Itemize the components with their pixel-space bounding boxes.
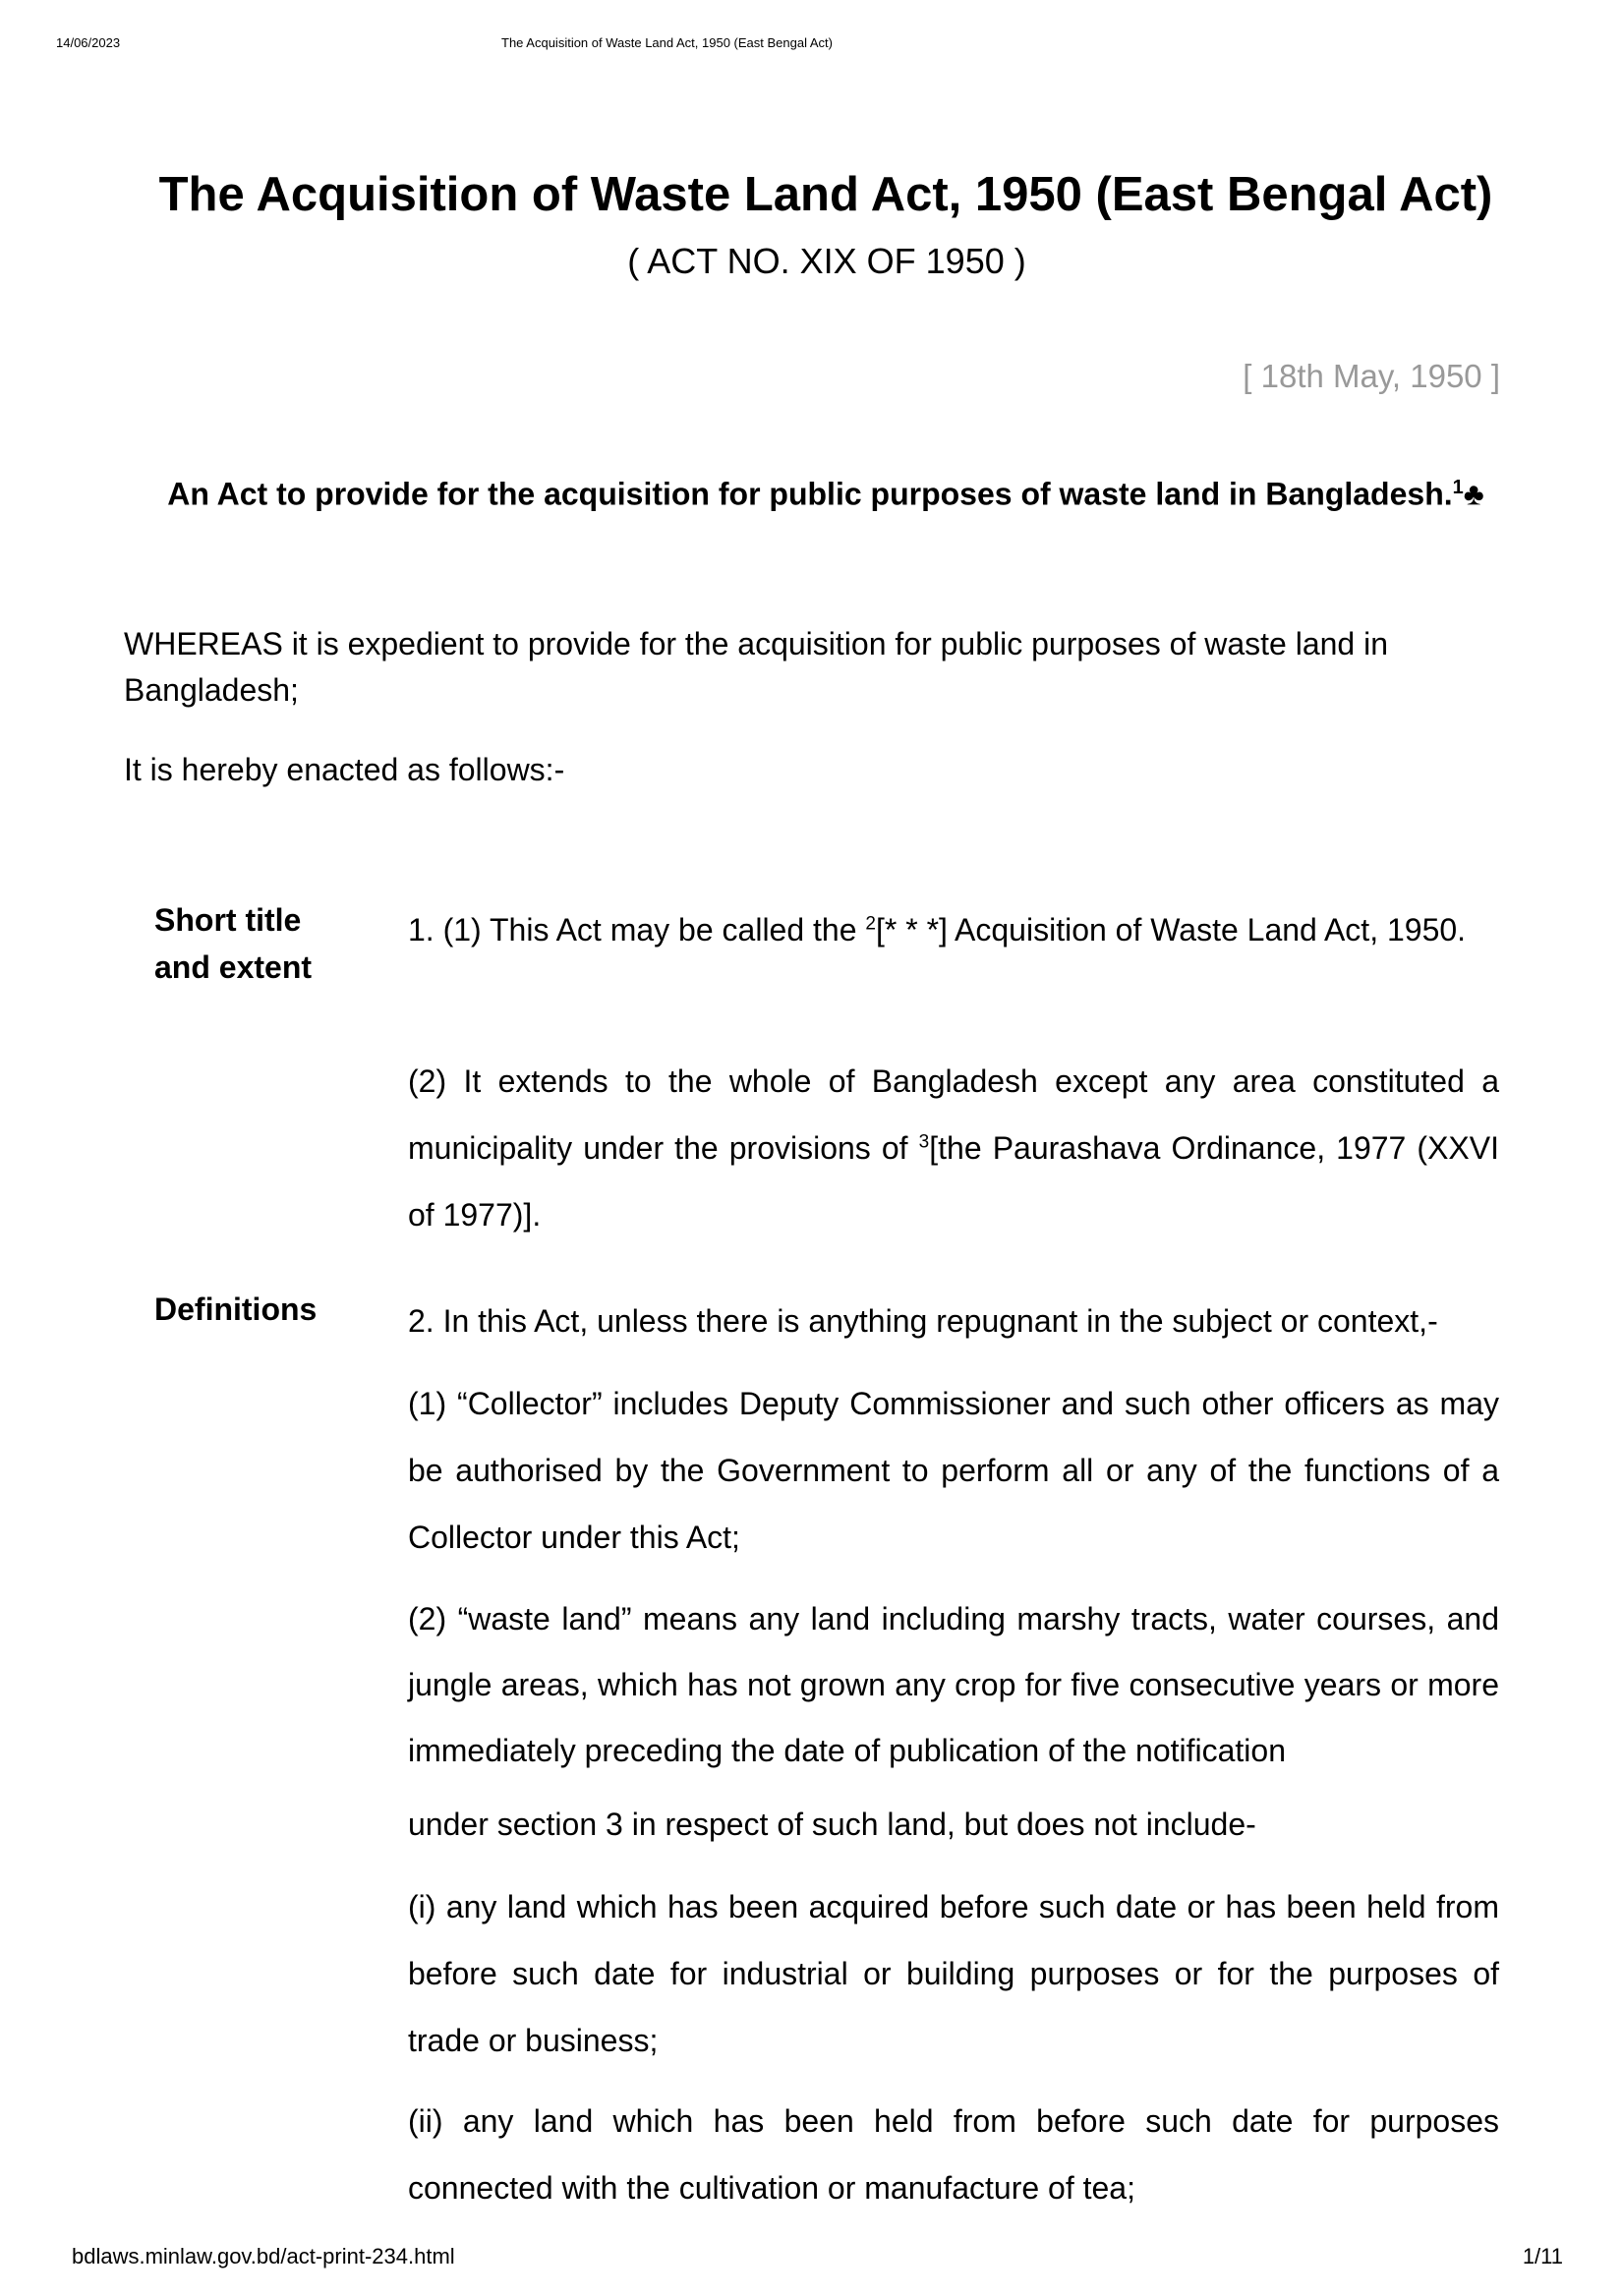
- enacting-clause: It is hereby enacted as follows:-: [124, 752, 565, 787]
- long-title-text: An Act to provide for the acquisition for public purposes of waste land in Bangladesh.: [167, 476, 1453, 512]
- definition-waste-land: (2) “waste land” means any land including marshy tracts, water courses, and jungle areas, which has not grown any crop for five consecutive years or more immediately preceding the date of publication of the notification: [408, 1601, 1499, 1768]
- clause-text: [* * *] Acquisition of Waste Land Act, 1950.: [875, 912, 1467, 947]
- exclusion-i: (i) any land which has been acquired before such date or has been held from before such date for industrial or building purposes or for the purposes of trade or business;: [408, 1889, 1499, 2058]
- long-title: [59, 466, 1593, 516]
- act-number: ( ACT NO. XIX OF 1950 ): [627, 241, 1026, 281]
- definition-collector: (1) “Collector” includes Deputy Commissioner and such other officers as may be authorised by the Government to perform all or any of the functions of a Collector under this Act;: [408, 1386, 1499, 1555]
- club-symbol: ♣: [1463, 476, 1484, 512]
- clause-text: (2) It extends to the whole of Bangladesh except any area constituted a municipality under the provisions of: [408, 1063, 1499, 1166]
- clause-text: 1. (1) This Act may be called the: [408, 912, 866, 947]
- marginal-note-short-title: Short title and extent: [154, 902, 313, 985]
- definition-waste-land-continued: under section 3 in respect of such land, but does not include-: [408, 1807, 1256, 1842]
- section-1-clause-1: [408, 896, 1499, 963]
- footnote-marker[interactable]: 3: [918, 1131, 930, 1153]
- page-number: 1/11: [1522, 2244, 1563, 2268]
- marginal-note-definitions: Definitions: [154, 1292, 318, 1327]
- exclusion-ii: (ii) any land which has been held from before such date for purposes connected with the cultivation or manufacture of tea;: [408, 2103, 1499, 2206]
- act-title: The Acquisition of Waste Land Act, 1950 (East Bengal Act): [158, 168, 1493, 221]
- footer-url: bdlaws.minlaw.gov.bd/act-print-234.html: [72, 2244, 455, 2268]
- footnote-marker[interactable]: 1: [1452, 477, 1464, 498]
- print-date: 14/06/2023: [56, 35, 121, 50]
- section-1-clause-2: [408, 1048, 1499, 1248]
- clause-text: [the Paurashava Ordinance, 1977 (XXVI of 1977)].: [408, 1130, 1500, 1233]
- footnote-marker[interactable]: 2: [865, 913, 876, 935]
- print-header-title: The Acquisition of Waste Land Act, 1950 (East Bengal Act): [501, 35, 833, 50]
- section-2-intro: 2. In this Act, unless there is anything repugnant in the subject or context,-: [408, 1303, 1438, 1339]
- preamble: WHEREAS it is expedient to provide for the acquisition for public purposes of waste land in Bangladesh;: [124, 626, 1388, 708]
- act-date: [ 18th May, 1950 ]: [1243, 358, 1500, 394]
